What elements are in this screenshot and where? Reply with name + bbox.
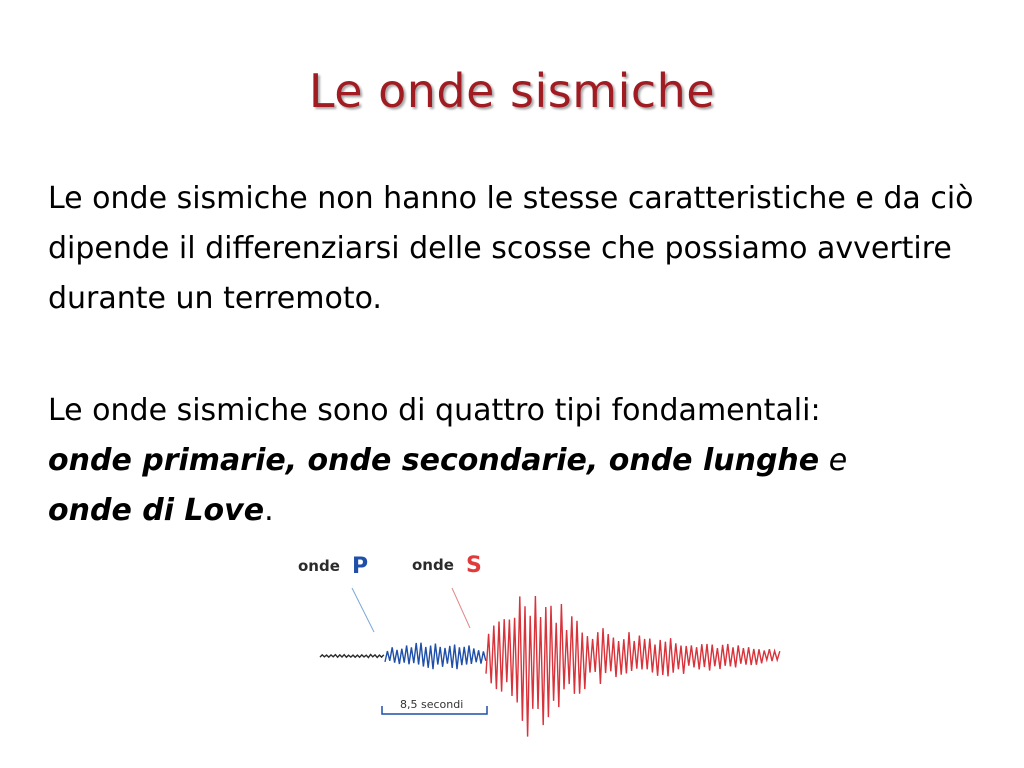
label-onde-s-word: onde bbox=[412, 556, 454, 574]
slide-title: Le onde sismiche bbox=[308, 64, 716, 118]
wave-types-intro: Le onde sismiche sono di quattro tipi fondamentali: bbox=[48, 393, 821, 428]
seismogram-figure bbox=[290, 548, 790, 748]
pointer-line-s bbox=[452, 588, 470, 628]
label-onde-p-letter: P bbox=[352, 554, 369, 579]
paragraph-wave-types bbox=[48, 386, 998, 536]
wave-types-end: . bbox=[264, 493, 274, 528]
wave-types-list-1: onde primarie, onde secondarie, onde lunghe bbox=[48, 443, 820, 478]
pointer-line-p bbox=[352, 588, 374, 632]
paragraph-intro: Le onde sismiche non hanno le stesse caratteristiche e da ciò dipende il differenziarsi delle scosse che possiamo avvertire durante un terremoto. bbox=[48, 181, 974, 316]
label-onde-p-word: onde bbox=[298, 557, 340, 575]
interval-label: 8,5 secondi bbox=[400, 698, 464, 711]
label-onde-s-letter: S bbox=[466, 553, 482, 578]
trace-pre-event bbox=[320, 655, 384, 658]
wave-types-list-2: onde di Love bbox=[48, 493, 265, 528]
trace-p-wave bbox=[385, 643, 486, 670]
wave-types-conj: e bbox=[828, 443, 848, 478]
trace-s-wave bbox=[486, 596, 780, 737]
